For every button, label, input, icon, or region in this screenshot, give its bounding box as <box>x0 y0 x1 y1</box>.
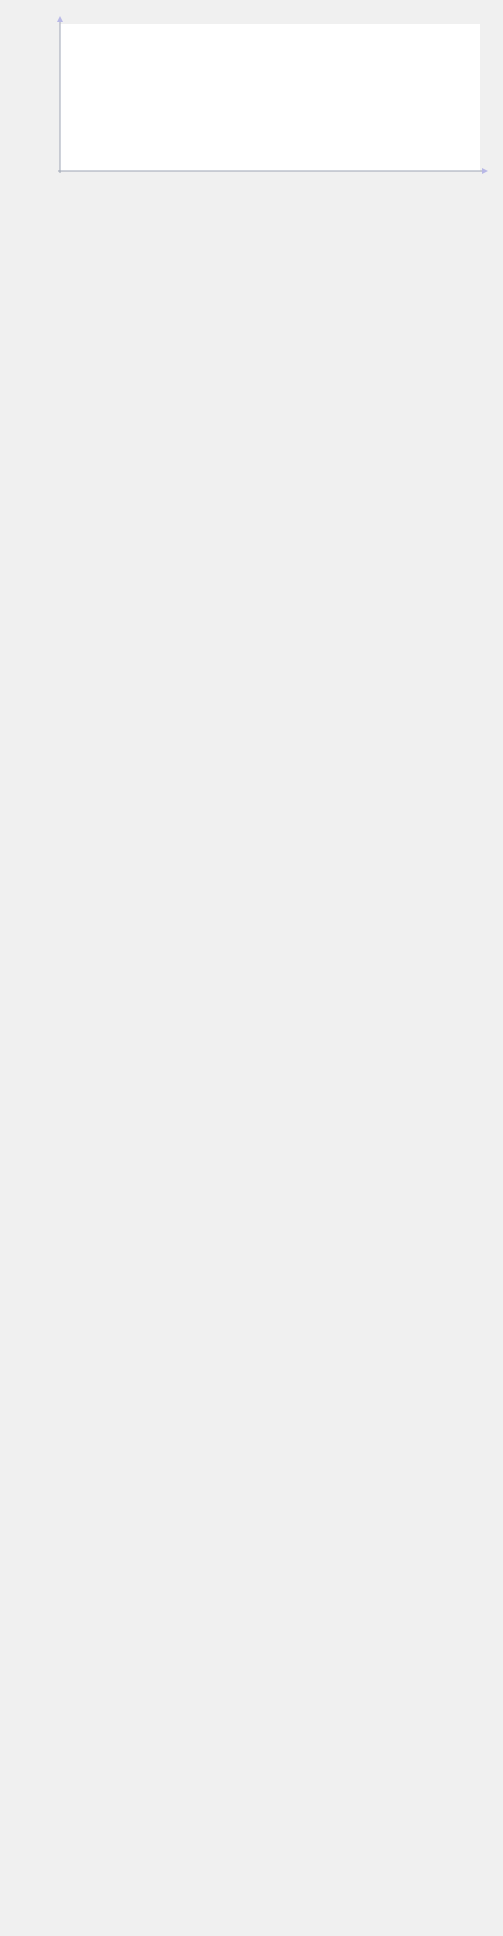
legend-header <box>0 232 503 244</box>
y-axis-arrow <box>57 16 63 22</box>
x-axis-arrow <box>482 168 488 174</box>
interrupts-chart <box>0 0 503 232</box>
plot-background <box>60 24 480 171</box>
